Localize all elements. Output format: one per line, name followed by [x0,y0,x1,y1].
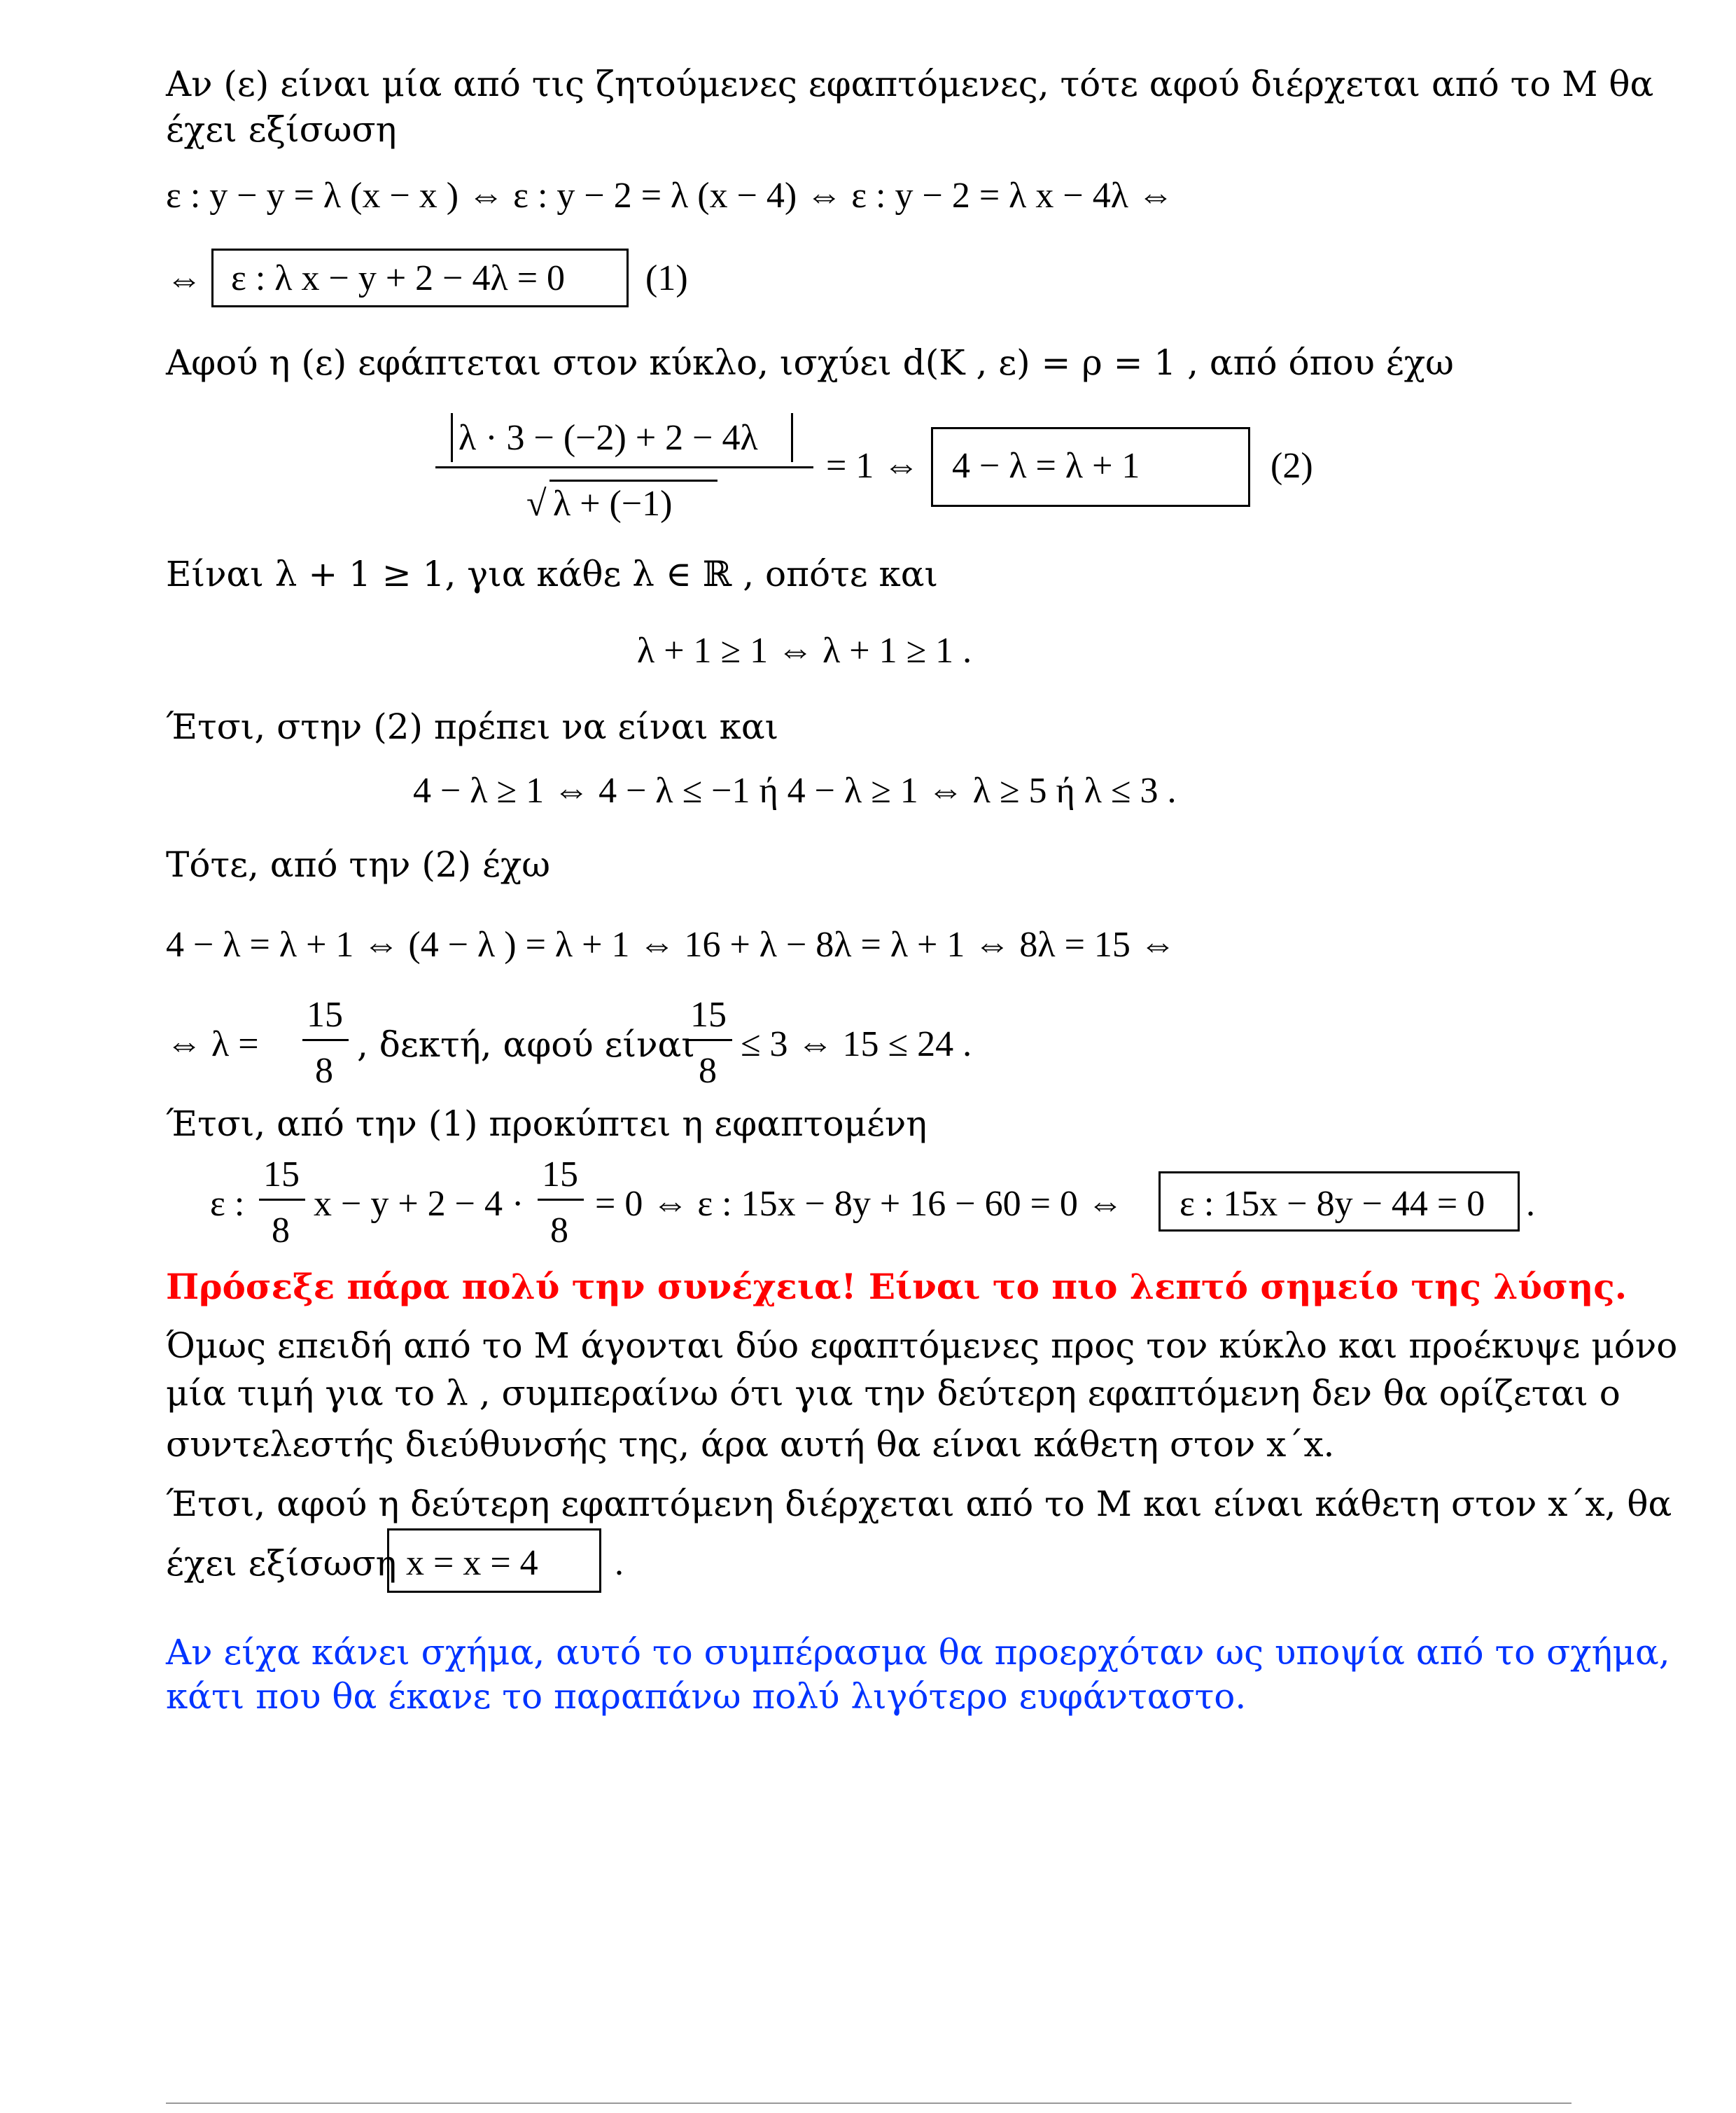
note-line1: Αν είχα κάνει σχήμα, αυτό το συμπέρασμα θα προερχόταν ως υποψία από το σχήμα, [166,1632,1670,1673]
fraction-bar-b [686,1039,732,1041]
fraction-15-num-b: 15 [690,995,727,1035]
equation-8-boxed: ε : 15x − 8y − 44 = 0 [1180,1184,1485,1224]
para7-line3: συντελεστής διεύθυνσής της, άρα αυτή θα είναι κάθετη στον x΄x. [166,1424,1335,1465]
fraction-8-den-a: 8 [315,1051,333,1091]
equation-9-boxed: x = x = 4 [406,1543,538,1583]
para4: Έτσι, στην (2) πρέπει να είναι και [166,706,779,747]
para3: Είναι λ + 1 ≥ 1, για κάθε λ ∈ ℝ , οπότε και [166,554,939,594]
equation-7-rhs: ≤ 3 ⇔ 15 ≤ 24 . [741,1024,972,1064]
para7-line1: Όμως επειδή από το Μ άγονται δύο εφαπτόμενες προς τον κύκλο και προέκυψε μόνο [166,1325,1678,1366]
note-line2: κάτι που θα έκανε το παραπάνω πολύ λιγότερο ευφάνταστο. [166,1676,1247,1717]
para7-line2: μία τιμή για το λ , συμπεραίνω ότι για την δεύτερη εφαπτόμενη δεν θα ορίζεται ο [166,1373,1620,1414]
equation-7-lhs: ⇔ λ = [166,1024,259,1064]
fraction-bar-a [302,1039,349,1041]
fraction-15-num-c: 15 [263,1155,300,1194]
equation-5: 4 − λ ≥ 1 ⇔ 4 − λ ≤ −1 ή 4 − λ ≥ 1 ⇔ λ ≥ 5 ή λ ≤ 3 . [413,771,1177,811]
equation-3-tag: (2) [1270,446,1313,486]
fraction-1-bar [435,466,813,468]
abs-bar-right [791,413,793,462]
equation-2-boxed: ε : λ x − y + 2 − 4λ = 0 [231,258,566,298]
equation-8-lhs: ε : [210,1184,245,1224]
equation-2-prefix: ⇔ [166,260,202,300]
equation-4: λ + 1 ≥ 1 ⇔ λ + 1 ≥ 1 . [637,631,972,671]
para2: Αφού η (ε) εφάπτεται στον κύκλο, ισχύει d(K , ε) = ρ = 1 , από όπου έχω [166,342,1454,383]
sqrt-symbol: √ [526,484,547,524]
fraction-bar-d [538,1199,584,1201]
abs-bar-left [451,413,453,462]
fraction-15-num-a: 15 [307,995,343,1035]
sqrt-overline [550,480,718,482]
warning-text: Πρόσεξε πάρα πολύ την συνέχεια! Είναι το πιο λεπτό σημείο της λύσης. [166,1266,1628,1307]
para5: Τότε, από την (2) έχω [166,844,551,885]
fraction-bar-c [259,1199,305,1201]
fraction-1-numerator: λ · 3 − (−2) + 2 − 4λ [458,418,758,458]
fraction-15-num-d: 15 [542,1155,578,1194]
equation-3-boxed: 4 − λ = λ + 1 [952,446,1140,486]
equation-1: ε : y − y = λ (x − x ) ⇔ ε : y − 2 = λ (x − 4) ⇔ ε : y − 2 = λ x − 4λ ⇔ [166,176,1174,216]
para1-line2: έχει εξίσωση [166,109,397,150]
para6: Έτσι, από την (1) προκύπτει η εφαπτομένη [166,1103,927,1144]
equation-3-mid: = 1 ⇔ [826,446,920,486]
fraction-8-den-c: 8 [272,1211,290,1250]
fraction-8-den-d: 8 [550,1211,568,1250]
footer-divider [166,2102,1572,2104]
equation-6: 4 − λ = λ + 1 ⇔ (4 − λ ) = λ + 1 ⇔ 16 + λ − 8λ = λ + 1 ⇔ 8λ = 15 ⇔ [166,925,1176,965]
para8-line1: Έτσι, αφού η δεύτερη εφαπτόμενη διέρχεται από το Μ και είναι κάθετη στον x΄x, θα [166,1484,1672,1524]
fraction-1-denominator: λ + (−1) [553,484,673,524]
equation-7-text: , δεκτή, αφού είναι [357,1024,695,1065]
equation-9-end: . [615,1543,624,1583]
fraction-8-den-b: 8 [699,1051,717,1091]
para8-line2: έχει εξίσωση [166,1543,397,1584]
equation-8-rhs: = 0 ⇔ ε : 15x − 8y + 16 − 60 = 0 ⇔ [595,1184,1124,1224]
equation-8-middle: x − y + 2 − 4 · [314,1184,524,1224]
equation-2-tag: (1) [645,258,688,298]
equation-8-end: . [1526,1184,1535,1224]
para1-line1: Αν (ε) είναι μία από τις ζητούμενες εφαπτόμενες, τότε αφού διέρχεται από το Μ θα [166,64,1654,104]
